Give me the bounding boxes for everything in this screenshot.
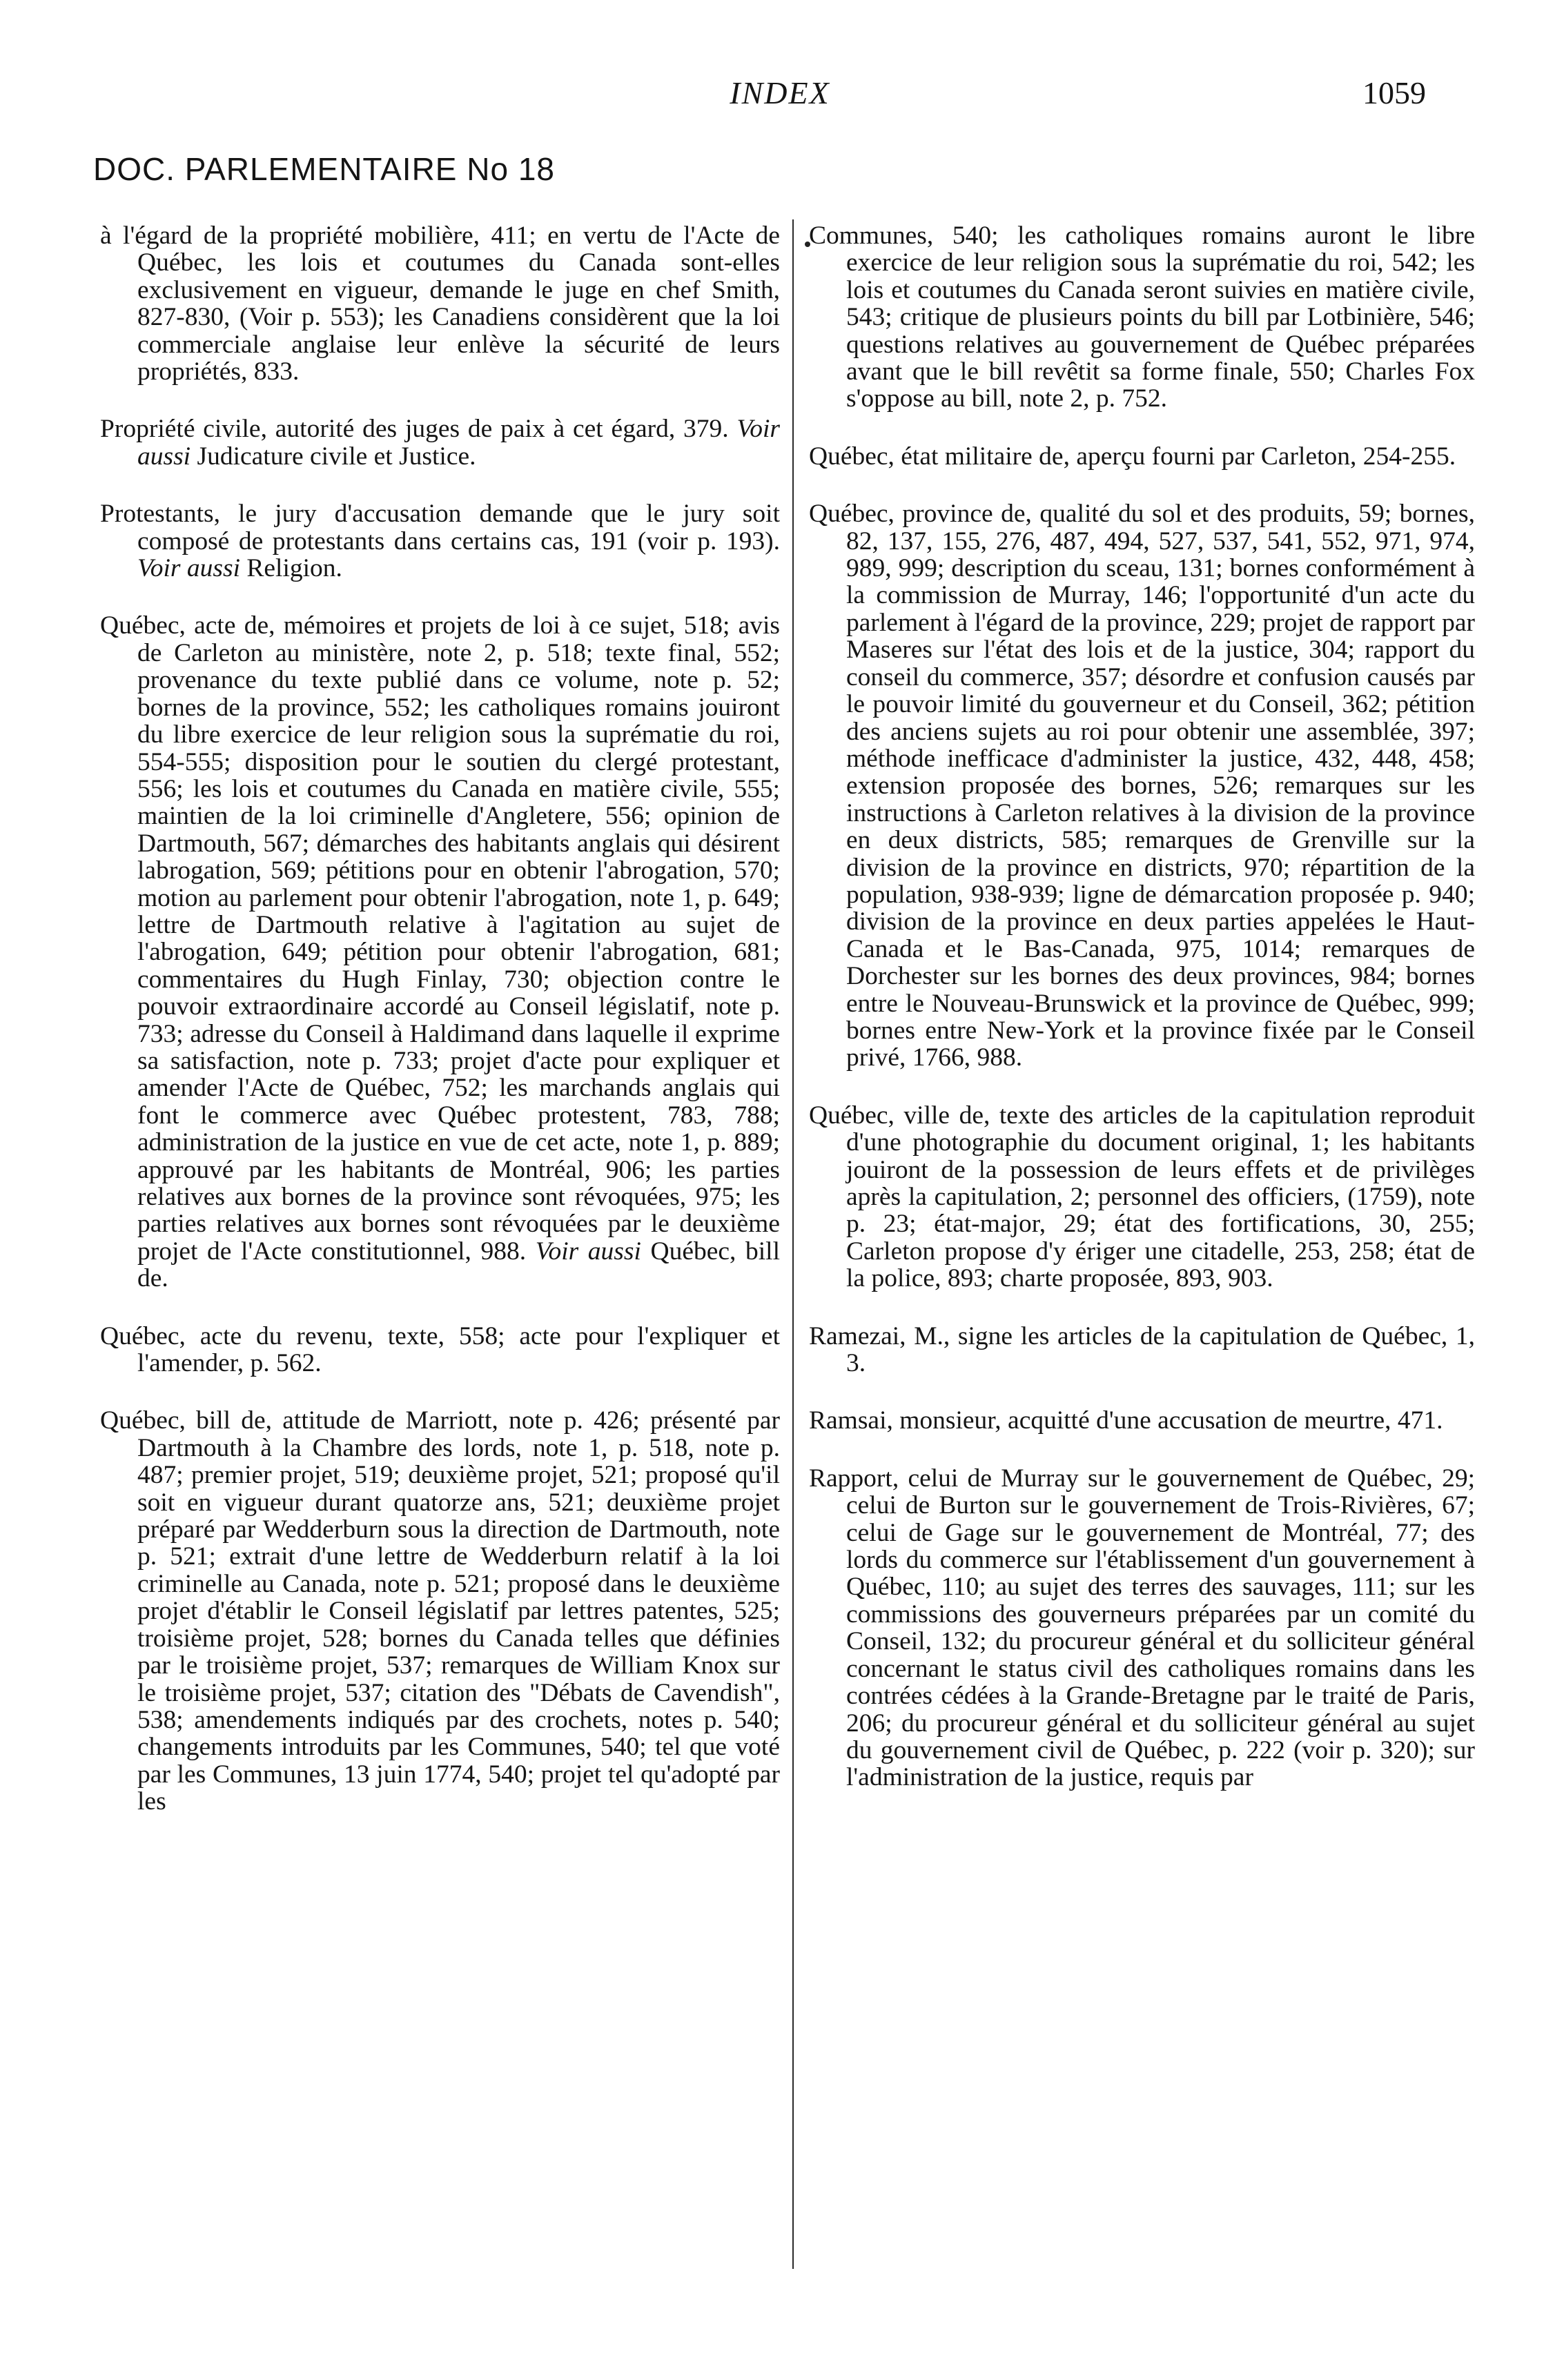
entry-text: Québec, bill de, attitude de Marriott, note p. 426; présenté par Dartmouth à la Chambre des lords, note 1, p. 518, note p. 487; premier projet, 519; deuxième projet, 521; proposé qu'il soit en vigueur durant quatorze ans, 521; deuxième projet préparé par Wedderburn sous la direction de Dartmouth, note p. 521; extrait d'une lettre de Wedderburn relatif à la loi criminelle au Canada, note p. 521; proposé dans le deuxième projet d'établir le Conseil législatif par lettres patentes, 525; troisième projet, 528; bornes du Canada telles que définies par le troisième projet, 537; remarques de William Knox sur le troisième projet, 537; citation des "Débats de Cavendish", 538; amendements indiqués par des crochets, notes p. 540; changements introduits par les Communes, 540; tel que voté par les Communes, 13 juin 1774, 540; projet tel qu'adopté par les bbox=[100, 1406, 780, 1816]
entry-text: Québec, acte de, mémoires et projets de loi à ce sujet, 518; avis de Carleton au ministère, note 2, p. 518; texte final, 552; provenance du texte publié dans ce volume, note p. 52; bornes de la province, 552; les catholiques romains jouiront du libre exercice de leur religion sous la suprématie du roi, 554-555; disposition pour le soutien du clergé protestant, 556; les lois et coutumes du Canada en matière civile, 555; maintien de la loi criminelle d'Angletere, 556; opinion de Dartmouth, 567; démarches des habitants anglais qui désirent labrogation, 569; pétitions pour en obtenir l'abrogation, 570; motion au parlement pour obtenir l'abrogation, note 1, p. 649; lettre de Dartmouth relative à l'agitation au sujet de l'abrogation, 649; pétition pour obtenir l'abrogation, 681; commentaires du Hugh Finlay, 730; objection contre le pouvoir extraordinaire accordé au Conseil législatif, note p. 733; adresse du Conseil à Haldimand dans laquelle il exprime sa satisfaction, note p. 733; projet d'acte pour expliquer et amender l'Acte de Québec, 752; les marchands anglais qui font le commerce avec Québec protestent, 783, 788; administration de la justice en vue de cet acte, note 1, p. 889; approuvé par les habitants de Montréal, 906; les parties relatives aux bornes de la province sont révoquées, 975; les parties relatives aux bornes sont révoquées par le deuxième projet de l'Acte constitutionnel, 988. bbox=[100, 611, 780, 1266]
entry-text: Rapport, celui de Murray sur le gouvernement de Québec, 29; celui de Burton sur le gouvernement de Trois-Rivières, 67; celui de Gage sur le gouvernement de Montréal, 77; des lords du commerce sur l'établissement d'un gouvernement à Québec, 110; au sujet des terres des sauvages, 111; sur les commissions des gouverneurs préparées par un comité du Conseil, 132; du procureur général et du solliciteur général concernant le status civil des catholiques romains dans les contrées cédées à la Grande-Bretagne par le traité de Paris, 206; du procureur général et du solliciteur général au sujet du gouvernement civil de Québec, p. 222 (voir p. 320); sur l'administration de la justice, requis par bbox=[809, 1464, 1475, 1792]
cross-reference: Québec, bill de. bbox=[137, 1237, 780, 1293]
entry-text: Québec, acte du revenu, texte, 558; acte pour l'expliquer et l'amender, p. 562. bbox=[100, 1321, 780, 1378]
entry-text: Québec, état militaire de, aperçu fourni par Carleton, 254-255. bbox=[809, 442, 1456, 471]
entry-text: Québec, ville de, texte des articles de la capitulation reproduit d'une photographie du document original, 1; les habitants jouiront de la possession de leurs effets et de privilèges après la capitulation, 2; personnel des officiers, (1759), note p. 23; état-major, 29; état des fortifications, 30, 255; Carleton propose d'y ériger une citadelle, 253, 258; état de la police, 893; charte proposée, 893, 903. bbox=[809, 1101, 1475, 1293]
entry-text: Propriété civile, autorité des juges de paix à cet égard, 379. bbox=[100, 415, 729, 444]
index-entry bbox=[100, 500, 780, 582]
see-also: Voir aussi bbox=[137, 415, 780, 471]
entry-text: Ramsai, monsieur, acquitté d'une accusation de meurtre, 471. bbox=[809, 1406, 1443, 1435]
index-entry bbox=[809, 443, 1475, 470]
index-entry bbox=[809, 222, 1475, 413]
cross-reference: Judicature civile et Justice. bbox=[197, 442, 476, 471]
left-column bbox=[100, 222, 780, 1846]
index-entry bbox=[809, 1465, 1475, 1791]
entry-text: Ramezai, M., signe les articles de la capitulation de Québec, 1, 3. bbox=[809, 1321, 1475, 1378]
see-also: Voir aussi bbox=[137, 554, 240, 583]
index-entry bbox=[100, 612, 780, 1292]
entry-text: à l'égard de la propriété mobilière, 411; en vertu de l'Acte de Québec, les lois et coutumes du Canada sont-elles exclusivement en vigueur, demande le juge en chef Smith, 827-830, (Voir p. 553); les Canadiens considèrent que la loi commerciale anglaise leur enlève la sécurité de leurs propriétés, 833. bbox=[100, 222, 780, 386]
see-also: Voir aussi bbox=[535, 1237, 641, 1266]
entry-text: Québec, province de, qualité du sol et des produits, 59; bornes, 82, 137, 155, 276, 487, 494, 527, 537, 541, 552, 971, 974, 989, 999; description du sceau, 131; bornes conformément à la commission de Murray, 146; l'opportunité d'un acte du parlement à l'égard de la province, 229; projet de rapport par Maseres sur l'état des lois et de la justice, 304; rapport du conseil du commerce, 357; désordre et confusion causés par le pouvoir limité du gouverneur et du Conseil, 362; pétition des anciens sujets au roi pour obtenir une assemblée, 397; méthode inefficace d'administer la justice, 432, 448, 458; extension proposée des bornes, 526; remarques sur les instructions à Carleton relatives à la division de la province en deux districts, 585; remarques de Grenville sur la division de la province en districts, 970; répartition de la population, 938-939; ligne de démarcation proposée p. 940; division de la province en deux parties appelées le Haut-Canada et le Bas-Canada, 975, 1014; remarques de Dorchester sur les bornes des deux provinces, 984; bornes entre le Nouveau-Brunswick et la province de Québec, 999; bornes entre New-York et la province fixée par le Conseil privé, 1766, 988. bbox=[809, 500, 1475, 1072]
running-title: INDEX bbox=[730, 75, 830, 110]
entry-text: Communes, 540; les catholiques romains auront le libre exercice de leur religion sous la suprématie du roi, 542; les lois et coutumes du Canada seront suivies en matière civile, 543; critique de plusieurs points du bill par Lotbinière, 546; questions relatives au gouvernement de Québec préparées avant que le bill revêtit sa forme finale, 550; Charles Fox s'oppose au bill, note 2, p. 752. bbox=[809, 222, 1475, 413]
cross-reference: Religion. bbox=[246, 554, 342, 583]
index-entry bbox=[809, 1102, 1475, 1292]
right-column bbox=[809, 222, 1475, 1822]
index-entry bbox=[809, 1323, 1475, 1377]
index-entry bbox=[100, 1407, 780, 1815]
index-entry bbox=[809, 1407, 1475, 1434]
index-entry bbox=[100, 415, 780, 470]
index-entry bbox=[809, 500, 1475, 1072]
index-entry bbox=[100, 222, 780, 385]
page-number: 1059 bbox=[1362, 75, 1426, 110]
column-divider bbox=[792, 219, 794, 2269]
index-entry bbox=[100, 1323, 780, 1377]
entry-text: Protestants, le jury d'accusation demande que le jury soit composé de protestants dans certains cas, 191 (voir p. 193). bbox=[100, 500, 780, 555]
document-label: DOC. PARLEMENTAIRE No 18 bbox=[93, 151, 556, 187]
